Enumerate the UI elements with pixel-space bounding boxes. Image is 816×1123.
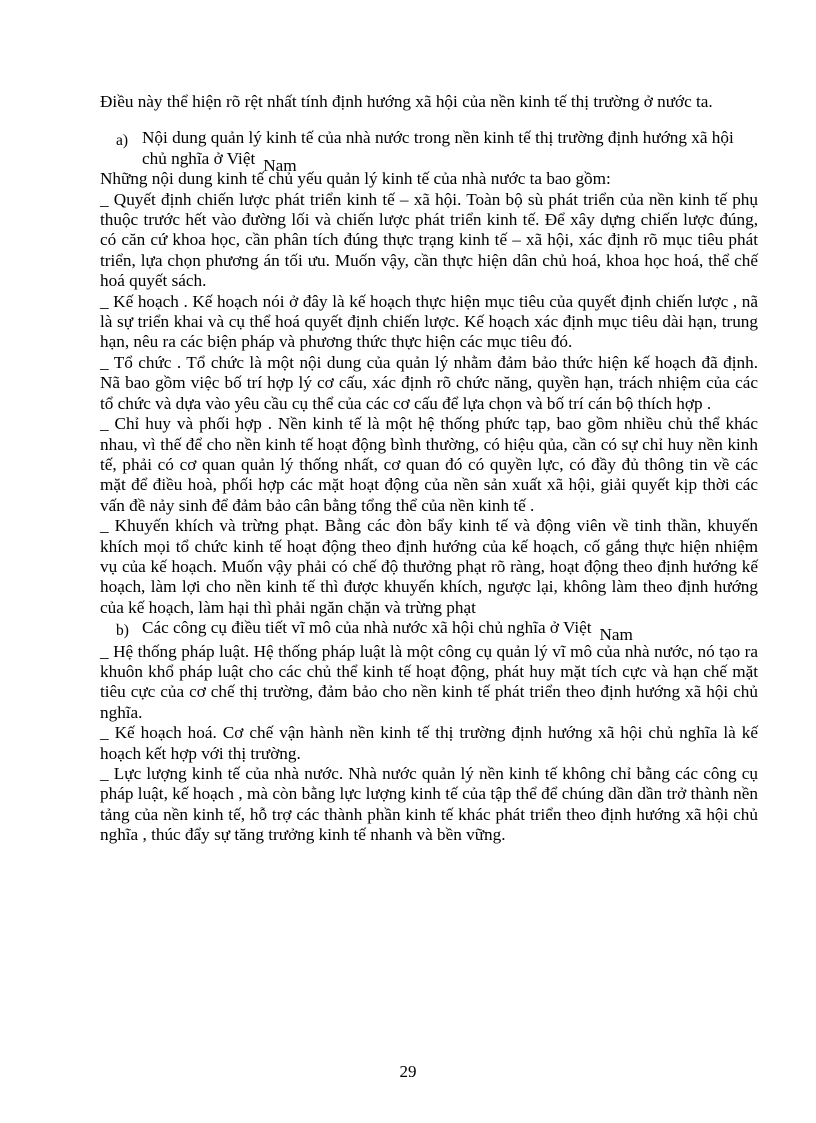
section-title-b (142, 618, 758, 645)
section-marker-b: b) (116, 622, 129, 640)
section-heading-a (100, 128, 758, 175)
paragraph-organization: _ Tổ chức . Tổ chức là một nội dung của quản lý nhằm đảm bảo thức hiện kế hoạch đã định. Nã bao gồm việc bố trí hợp lý cơ cấu, xác định rõ chức năng, quyền hạn, trách nhiệm của các tổ chức và dựa vào yêu cầu cụ thể của các cơ cấu để lựa chọn và bố trí cán bộ thích hợp . (100, 352, 758, 413)
paragraph-planning: _ Kế hoạch hoá. Cơ chế vận hành nền kinh tế thị trường định hướng xã hội chủ nghĩa là kế hoạch kết hợp với thị trường. (100, 723, 758, 763)
section-title-a (142, 128, 758, 175)
section-heading-b (100, 618, 758, 645)
document-body (100, 92, 758, 846)
paragraph-strategy: _ Quyết định chiến lược phát triển kinh tế – xã hội. Toàn bộ sù phát triển của nền kinh tế phụ thuộc trước hết vào đường lối và chiến lược phát triển kinh tế. Để xây dựng chiến lược đúng, có căn cứ khoa học, cần phân tích đúng thực trạng kinh tế – xã hội, xác định rõ mục tiêu phát triển, lựa chọn phương án tối ưu. Muốn vậy, cần thực hiện dân chủ hoá, khoa học hoá, thể chế hoá quyết sách. (100, 189, 758, 291)
paragraph-legal-system: _ Hệ thống pháp luật. Hệ thống pháp luật là một công cụ quản lý vĩ mô của nhà nước, nó tạo ra khuôn khổ pháp luật cho các chủ thể kinh tế hoạt động, phát huy mặt tích cực và hạn chế mặt tiêu cực của cơ chế thị trường, đảm bảo cho nền kinh tế phát triển theo định hướng xã hội chủ nghĩa. (100, 641, 758, 722)
section-title-a-tail: Nam (263, 155, 297, 175)
paragraph-plan: _ Kế hoạch . Kế hoạch nói ở đây là kế hoạch thực hiện mục tiêu của quyết định chiến lược , nã là sự triển khai và cụ thể hoá quyết định chiến lược. Kế hoạch xác định mục tiêu dài hạn, trung hạn, nêu ra các biện pháp và phương thức thực hiện các mục tiêu đó. (100, 291, 758, 352)
paragraph-incentive: _ Khuyến khích và trừng phạt. Bằng các đòn bẩy kinh tế và động viên về tinh thần, khuyến khích mọi tổ chức kinh tế hoạt động theo định hướng của kế hoạch, cố gắng thực hiện nhiệm vụ của kế hoạch. Muốn vậy phải có chế độ thưởng phạt rõ ràng, hoạt động theo định hướng kế hoạch, làm lợi cho nền kinh tế thì được khuyến khích, ngược lại, không làm theo định hướng của kế hoạch, làm hại thì phải ngăn chặn và trừng phạt (100, 516, 758, 617)
section-title-b-tail: Nam (599, 625, 633, 645)
page-number: 29 (399, 1062, 417, 1081)
lead-paragraph: Những nội dung kinh tế chủ yếu quản lý kinh tế của nhà nước ta bao gồm: (100, 169, 611, 189)
section-title-b-text: Các công cụ điều tiết vĩ mô của nhà nước xã hội chủ nghĩa ở Việt (142, 618, 592, 638)
paragraph-command: _ Chỉ huy và phối hợp . Nền kinh tế là một hệ thống phức tạp, bao gồm nhiều chủ thể khác nhau, vì thế để cho nền kinh tế hoạt động bình thường, có hiệu qủa, cần có sự chỉ huy nền kinh tế, phải có cơ quan quản lý thống nhất, cơ quan đó có quyền lực, có đầy đủ thông tin về các mặt để điều hoà, phối hợp các mặt hoạt động của nền sản xuất xã hội, giải quyết kịp thời các vấn đề nảy sinh để đảm bảo cân bằng tổng thể của nền kinh tế . (100, 414, 758, 515)
paragraph-state-economic-force: _ Lực lượng kinh tế của nhà nước. Nhà nước quản lý nền kinh tế không chỉ bằng các công cụ pháp luật, kế hoạch , mà còn bằng lực lượng kinh tế của tập thể để chúng dần dần trở thành nền tảng của nền kinh tế, hỗ trợ các thành phần kinh tế khác phát triển theo định hướng xã hội chủ nghĩa , thúc đẩy sự tăng trưởng kinh tế nhanh và bền vững. (100, 764, 758, 845)
section-title-a-text: Nội dung quản lý kinh tế của nhà nước trong nền kinh tế thị trường định hướng xã hội chủ nghĩa ở Việt (142, 128, 734, 168)
section-marker-a: a) (116, 132, 129, 150)
intro-paragraph: Điều này thể hiện rõ rệt nhất tính định hướng xã hội của nền kinh tế thị trường ở nước ta. (100, 92, 713, 111)
